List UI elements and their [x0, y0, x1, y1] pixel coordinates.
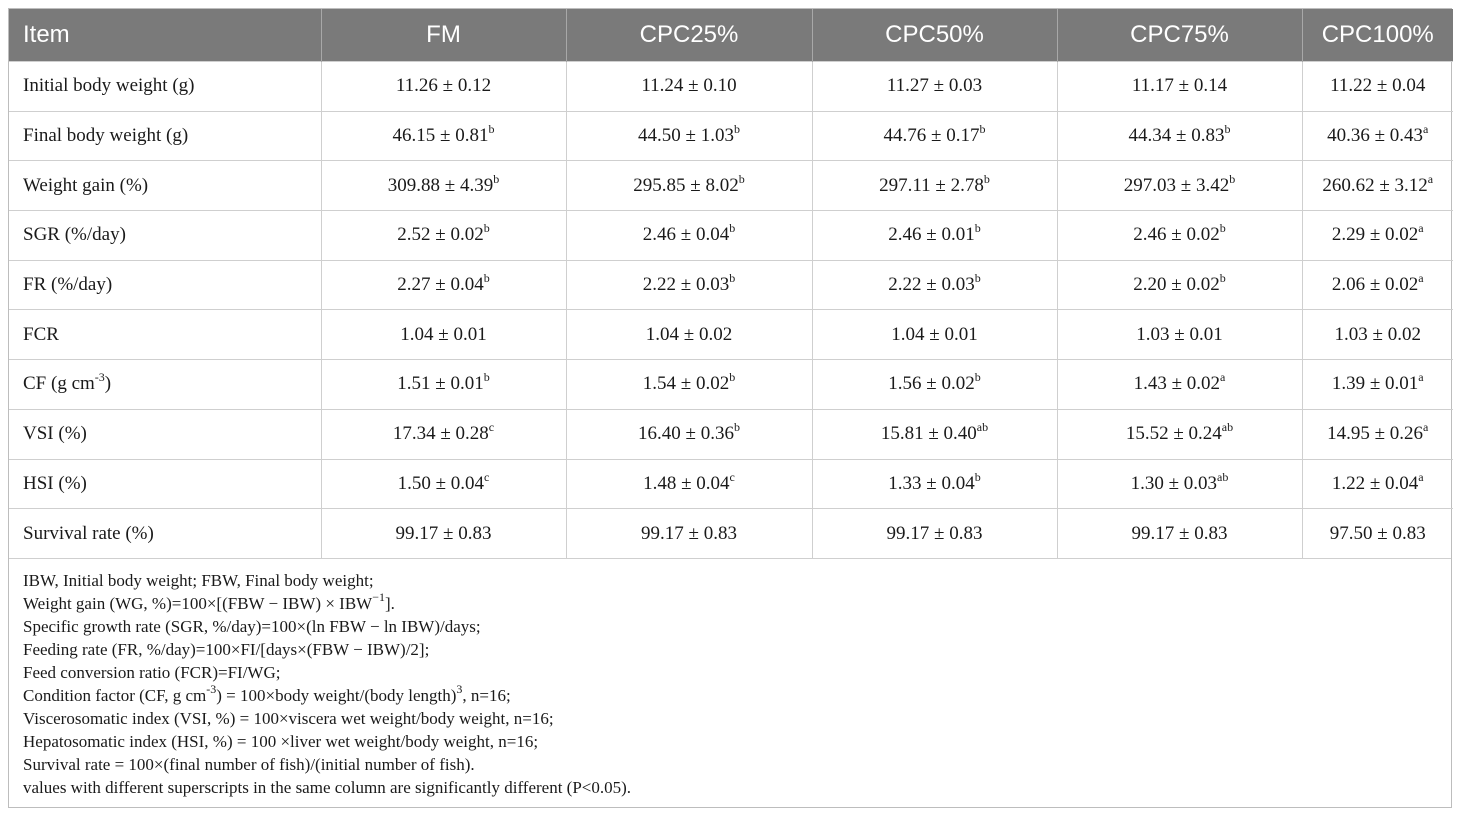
row-label: CF (g $cm^{-3}$)	[9, 360, 321, 410]
table-body	[9, 62, 1453, 558]
significance-superscript: b	[483, 370, 490, 385]
data-table-container	[8, 8, 1452, 808]
significance-superscript: b	[1229, 171, 1236, 186]
table-cell: 40.36 ± 0.43$^a$	[1302, 111, 1453, 161]
footnote-abbreviations: IBW, Initial body weight; FBW, Final body weight;	[23, 570, 374, 590]
significance-superscript: a	[1418, 271, 1424, 286]
significance-superscript: b	[1219, 271, 1226, 286]
significance-superscript: b	[1219, 221, 1226, 236]
table-cell: 1.39 ± 0.01$^a$	[1302, 360, 1453, 410]
table-row	[9, 509, 1453, 558]
significance-superscript: a	[1418, 370, 1424, 385]
column-header-cpc100: CPC100%	[1302, 9, 1453, 62]
table-cell: 2.46 ± 0.02$^b$	[1057, 211, 1302, 261]
table-cell: 1.51 ± 0.01$^b$	[321, 360, 566, 410]
column-header-item: Item	[9, 9, 321, 62]
table-cell: 11.22 ± 0.04	[1302, 62, 1453, 112]
row-label: FR (%/day)	[9, 260, 321, 310]
table-cell: 1.04 ± 0.01	[812, 310, 1057, 360]
table-cell: 1.56 ± 0.02$^b$	[812, 360, 1057, 410]
significance-superscript: c	[488, 420, 495, 435]
table-cell: 2.29 ± 0.02$^a$	[1302, 211, 1453, 261]
row-label: VSI (%)	[9, 409, 321, 459]
footnote-condition-factor: Condition factor (CF, g $cm^{-3}$) = 100×body weight/(body length)$^3$, n=16;	[23, 681, 511, 705]
table-cell: 2.27 ± 0.04$^b$	[321, 260, 566, 310]
significance-superscript: b	[483, 221, 490, 236]
significance-superscript: ab	[1217, 469, 1229, 484]
significance-superscript: b	[729, 370, 736, 385]
significance-superscript: b	[733, 420, 740, 435]
row-label: Weight gain (%)	[9, 161, 321, 211]
significance-superscript: a	[1427, 171, 1434, 186]
significance-superscript: b	[738, 171, 745, 186]
table-cell: 44.50 ± 1.03$^b$	[566, 111, 812, 161]
significance-superscript: b	[974, 469, 981, 484]
table-cell: 297.03 ± 3.42$^b$	[1057, 161, 1302, 211]
significance-superscript: a	[1423, 420, 1429, 435]
table-cell: 1.48 ± 0.04$^c$	[566, 459, 812, 509]
table-cell: 295.85 ± 8.02$^b$	[566, 161, 812, 211]
footnote-weight-gain: Weight gain (WG, $\%)=100\times[(FBW - IBW) \times IBW^{-1}]$.	[23, 589, 395, 613]
footnote-fcr: Feed conversion ratio (FCR)=FI/WG;	[23, 662, 281, 682]
table-cell: 15.81 ± 0.40$^{ab}$	[812, 409, 1057, 459]
significance-superscript: a	[1418, 221, 1424, 236]
table-cell: 2.52 ± 0.02$^b$	[321, 211, 566, 261]
table-cell: 2.22 ± 0.03$^b$	[566, 260, 812, 310]
column-header-fm: FM	[321, 9, 566, 62]
row-label: SGR (%/day)	[9, 211, 321, 261]
table-cell: 11.26 ± 0.12	[321, 62, 566, 112]
significance-superscript: a	[1418, 469, 1424, 484]
significance-superscript: c	[729, 469, 735, 484]
table-footnotes	[9, 558, 1451, 807]
table-cell: 1.03 ± 0.02	[1302, 310, 1453, 360]
column-header-cpc75: CPC75%	[1057, 9, 1302, 62]
footnote-sgr: Specific growth rate (SGR, %/day)=100×(ln FBW − ln IBW)/days;	[23, 616, 481, 636]
significance-superscript: b	[733, 122, 740, 137]
table-cell: 99.17 ± 0.83	[812, 509, 1057, 558]
column-header-cpc50: CPC50%	[812, 9, 1057, 62]
table-cell: 17.34 ± 0.28$^c$	[321, 409, 566, 459]
growth-performance-table	[9, 9, 1453, 558]
significance-superscript: b	[729, 271, 736, 286]
row-label: FCR	[9, 310, 321, 360]
row-label: Final body weight (g)	[9, 111, 321, 161]
table-cell: 97.50 ± 0.83	[1302, 509, 1453, 558]
table-cell: 1.30 ± 0.03$^{ab}$	[1057, 459, 1302, 509]
row-label: HSI (%)	[9, 459, 321, 509]
footnote-significance: values with different superscripts in the same column are significantly different (P<0.05).	[23, 777, 632, 797]
significance-superscript: b	[974, 271, 981, 286]
table-cell: 1.04 ± 0.02	[566, 310, 812, 360]
table-row	[9, 360, 1453, 410]
table-cell: 1.22 ± 0.04$^a$	[1302, 459, 1453, 509]
row-label: Survival rate (%)	[9, 509, 321, 558]
table-row	[9, 459, 1453, 509]
table-cell: 99.17 ± 0.83	[1057, 509, 1302, 558]
significance-superscript: b	[483, 271, 490, 286]
table-row	[9, 62, 1453, 112]
footnote-vsi: Viscerosomatic index (VSI, %) = 100×viscera wet weight/body weight, n=16;	[23, 708, 554, 728]
table-row	[9, 161, 1453, 211]
significance-superscript: b	[493, 171, 500, 186]
footnote-hsi: Hepatosomatic index (HSI, %) = 100 ×liver wet weight/body weight, n=16;	[23, 731, 539, 751]
significance-superscript: b	[979, 122, 986, 137]
significance-superscript: ab	[976, 420, 989, 435]
significance-superscript: b	[488, 122, 495, 137]
table-cell: 2.46 ± 0.04$^b$	[566, 211, 812, 261]
table-cell: 46.15 ± 0.81$^b$	[321, 111, 566, 161]
table-cell: 297.11 ± 2.78$^b$	[812, 161, 1057, 211]
significance-superscript: b	[983, 171, 990, 186]
table-cell: 44.76 ± 0.17$^b$	[812, 111, 1057, 161]
table-cell: 16.40 ± 0.36$^b$	[566, 409, 812, 459]
table-cell: 11.17 ± 0.14	[1057, 62, 1302, 112]
significance-superscript: a	[1220, 370, 1226, 385]
table-row	[9, 310, 1453, 360]
table-cell: 2.22 ± 0.03$^b$	[812, 260, 1057, 310]
table-cell: 14.95 ± 0.26$^a$	[1302, 409, 1453, 459]
table-cell: 260.62 ± 3.12$^a$	[1302, 161, 1453, 211]
table-cell: 1.50 ± 0.04$^c$	[321, 459, 566, 509]
table-cell: 1.54 ± 0.02$^b$	[566, 360, 812, 410]
significance-superscript: b	[974, 221, 981, 236]
table-cell: 1.04 ± 0.01	[321, 310, 566, 360]
table-cell: 2.46 ± 0.01$^b$	[812, 211, 1057, 261]
table-cell: 1.03 ± 0.01	[1057, 310, 1302, 360]
table-cell: 1.33 ± 0.04$^b$	[812, 459, 1057, 509]
table-row	[9, 260, 1453, 310]
table-cell: 11.27 ± 0.03	[812, 62, 1057, 112]
table-cell: 2.06 ± 0.02$^a$	[1302, 260, 1453, 310]
significance-superscript: b	[1224, 122, 1231, 137]
table-cell: 11.24 ± 0.10	[566, 62, 812, 112]
column-header-cpc25: CPC25%	[566, 9, 812, 62]
significance-superscript: c	[484, 469, 490, 484]
table-row	[9, 211, 1453, 261]
footnote-feeding-rate: Feeding rate (FR, %/day)=100×FI/[days×(FBW − IBW)/2];	[23, 639, 430, 659]
significance-superscript: b	[974, 370, 981, 385]
table-cell: 99.17 ± 0.83	[321, 509, 566, 558]
table-cell: 99.17 ± 0.83	[566, 509, 812, 558]
table-cell: 15.52 ± 0.24$^{ab}$	[1057, 409, 1302, 459]
footnote-survival-rate: Survival rate = 100×(final number of fish)/(initial number of fish).	[23, 754, 475, 774]
table-cell: 44.34 ± 0.83$^b$	[1057, 111, 1302, 161]
table-cell: 309.88 ± 4.39$^b$	[321, 161, 566, 211]
significance-superscript: b	[729, 221, 736, 236]
table-cell: 1.43 ± 0.02$^a$	[1057, 360, 1302, 410]
table-header-row	[9, 9, 1453, 62]
significance-superscript: ab	[1221, 420, 1234, 435]
table-row	[9, 409, 1453, 459]
significance-superscript: a	[1423, 122, 1429, 137]
table-cell: 2.20 ± 0.02$^b$	[1057, 260, 1302, 310]
table-row	[9, 111, 1453, 161]
row-label: Initial body weight (g)	[9, 62, 321, 112]
